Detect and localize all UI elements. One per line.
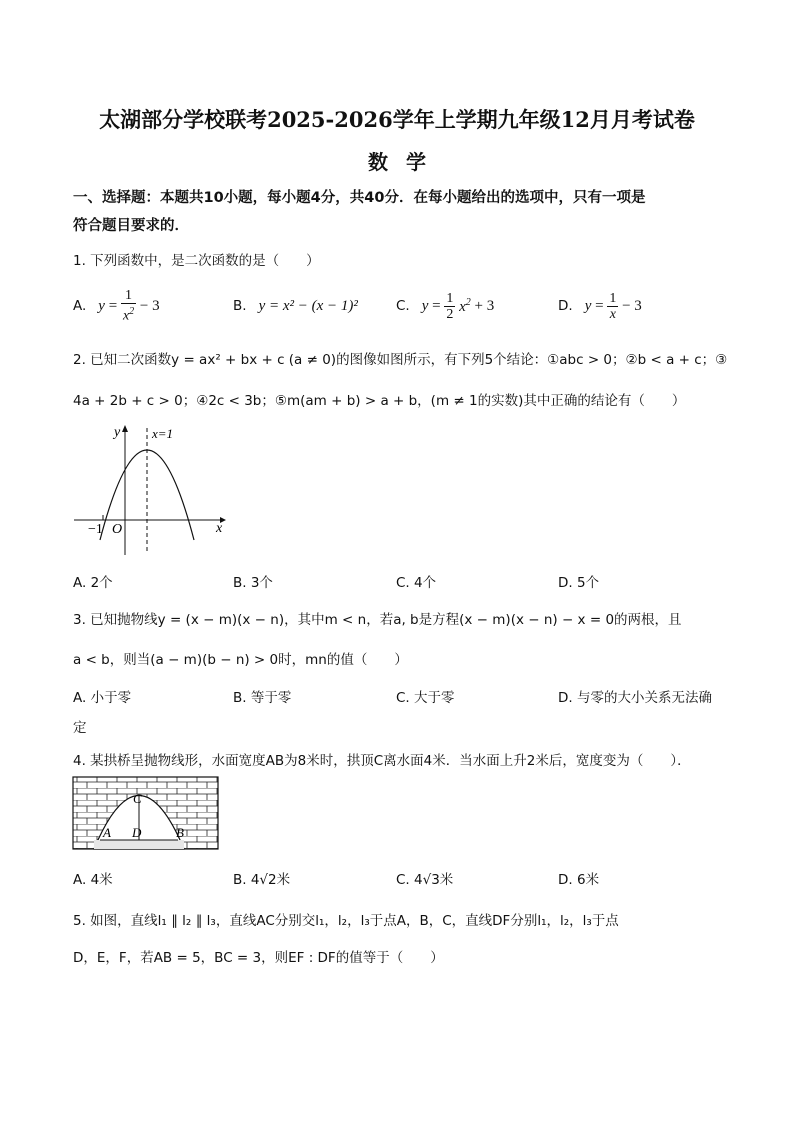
exam-title: 太湖部分学校联考2025-2026学年上学期九年级12月月考试卷 bbox=[99, 107, 695, 132]
water-surface bbox=[94, 840, 184, 849]
q2-option-b: B. 3个 bbox=[233, 575, 273, 591]
q2-option-c: C. 4个 bbox=[396, 575, 437, 591]
q1-option-a: A. y = $\frac{1}{x^2}$ − 3 bbox=[73, 288, 160, 324]
q1-stem: 1. 下列函数中，是二次函数的是（ ） bbox=[73, 253, 320, 269]
section-heading-line1: 一、选择题：本题共10小题，每小题4分，共40分．在每小题给出的选项中，只有一项是 bbox=[73, 190, 646, 206]
q5-stem-line2: D，E，F，若AB = 5，BC = 3，则EF : DF的值等于（ ） bbox=[73, 950, 444, 966]
q3-option-d: D. 与零的大小关系无法确 bbox=[558, 690, 712, 706]
q4-option-a: A. 4米 bbox=[73, 872, 113, 888]
q3-option-a: A. 小于零 bbox=[73, 690, 132, 706]
q2-option-a: A. 2个 bbox=[73, 575, 113, 591]
q1-option-c: C. y = $\frac{1}{2}$ $x^2$ + 3 bbox=[396, 290, 495, 322]
q1-option-b-label: B. bbox=[233, 298, 247, 314]
point-b-label: B bbox=[176, 825, 184, 840]
q1-option-c-label: C. bbox=[396, 298, 410, 314]
y-axis-arrow-icon bbox=[122, 425, 128, 432]
q1-option-d-label: D. bbox=[558, 298, 573, 314]
q4-option-d: D. 6米 bbox=[558, 872, 600, 888]
y-axis-label: y bbox=[114, 425, 121, 440]
symmetry-axis-label: x=1 bbox=[152, 426, 174, 441]
section-heading-line2: 符合题目要求的． bbox=[73, 218, 189, 234]
point-c-label: C bbox=[133, 791, 142, 806]
q3-stem-line1: 3. 已知抛物线y = (x − m)(x − n)，其中m < n，若a, b是方程(x − m)(x − n) − x = 0的两根，且 bbox=[73, 612, 682, 628]
q3-stem-line2: a < b，则当(a − m)(b − n) > 0时，mn的值（ ） bbox=[73, 652, 408, 668]
q2-parabola-graph bbox=[70, 420, 230, 560]
q3-option-b: B. 等于零 bbox=[233, 690, 292, 706]
neg-one-label: −1 bbox=[88, 522, 103, 537]
q4-arch-bridge-figure bbox=[72, 776, 220, 852]
subject-title: 数学 bbox=[368, 150, 444, 174]
q5-stem-line1: 5. 如图，直线l₁ ∥ l₂ ∥ l₃，直线AC分别交l₁，l₂，l₃于点A，B，C，直线DF分别l₁，l₂，l₃于点 bbox=[73, 913, 619, 929]
q3-option-d-continuation: 定 bbox=[73, 720, 87, 736]
point-d-label: D bbox=[132, 825, 142, 840]
x-axis-label: x bbox=[216, 521, 223, 536]
q1-option-b bbox=[233, 286, 358, 326]
q2-stem-line2: 4a + 2b + c > 0；④2c < 3b；⑤m(am + b) > a + b，(m ≠ 1的实数)其中正确的结论有（ ） bbox=[73, 393, 686, 409]
q4-stem: 4. 某拱桥呈抛物线形，水面宽度AB为8米时，拱顶C离水面4米．当水面上升2米后，宽度变为（ ）． bbox=[73, 753, 691, 769]
point-a-label: A bbox=[103, 825, 111, 840]
q4-option-c: C. 4√3米 bbox=[396, 872, 454, 888]
q2-stem-line1: 2. 已知二次函数y = ax² + bx + c (a ≠ 0)的图像如图所示，有下列5个结论：①abc > 0；②b < a + c；③ bbox=[73, 352, 728, 368]
q1-option-d: D. y = $\frac{1}{x}$ − 3 bbox=[558, 290, 642, 322]
q2-option-d: D. 5个 bbox=[558, 575, 600, 591]
origin-label: O bbox=[112, 522, 123, 537]
q1-option-b-expr: y = x² − (x − 1)² bbox=[258, 297, 358, 314]
q1-option-a-label: A. bbox=[73, 298, 87, 314]
q4-option-b: B. 4√2米 bbox=[233, 872, 291, 888]
q3-option-c: C. 大于零 bbox=[396, 690, 455, 706]
